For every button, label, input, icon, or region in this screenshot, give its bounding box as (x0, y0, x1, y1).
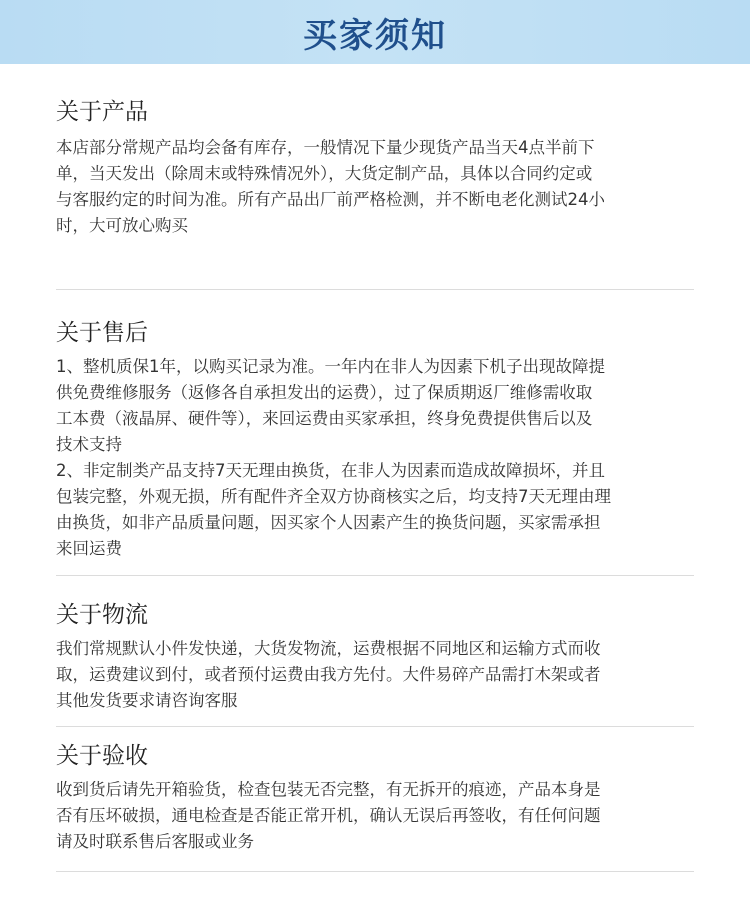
section-about-aftersale (56, 290, 694, 576)
section-about-acceptance (56, 727, 694, 872)
section-body: 本店部分常规产品均会备有库存，一般情况下量少现货产品当天4点半前下 单，当天发出（除周末或特殊情况外），大货定制产品，具体以合同约定或 与客服约定的时间为准。所有产品出厂前严格检测，并不断电老化测试24小 时，大可放心购买 (56, 138, 605, 235)
section-title: 关于验收 (56, 743, 148, 769)
notice-content (0, 64, 750, 872)
section-about-product (56, 64, 694, 290)
section-title: 关于产品 (56, 99, 148, 125)
section-about-logistics (56, 576, 694, 727)
page-title: 买家须知 (303, 15, 447, 56)
header-banner (0, 0, 750, 64)
section-body: 1、整机质保1年，以购买记录为准。一年内在非人为因素下机子出现故障提 供免费维修服务（返修各自承担发出的运费），过了保质期返厂维修需收取 工本费（液晶屏、硬件等），来回运费由买家承担，终身免费提供售后以及 技术支持 2、非定制类产品支持7天无理由换货，在非人为因素而造成故障损坏，并且 包装完整，外观无损，所有配件齐全双方协商核实之后，均支持7天无理由理 由换货，如非产品质量问题，因买家个人因素产生的换货问题，买家需承担 来回运费 (56, 357, 611, 558)
section-title: 关于物流 (56, 602, 148, 628)
section-body: 收到货后请先开箱验货，检查包装无否完整，有无拆开的痕迹，产品本身是 否有压坏破损，通电检查是否能正常开机，确认无误后再签收，有任何问题 请及时联系售后客服或业务 (56, 780, 601, 851)
section-title: 关于售后 (56, 320, 148, 346)
section-body: 我们常规默认小件发快递，大货发物流，运费根据不同地区和运输方式而收 取，运费建议到付，或者预付运费由我方先付。大件易碎产品需打木架或者 其他发货要求请咨询客服 (56, 639, 601, 710)
